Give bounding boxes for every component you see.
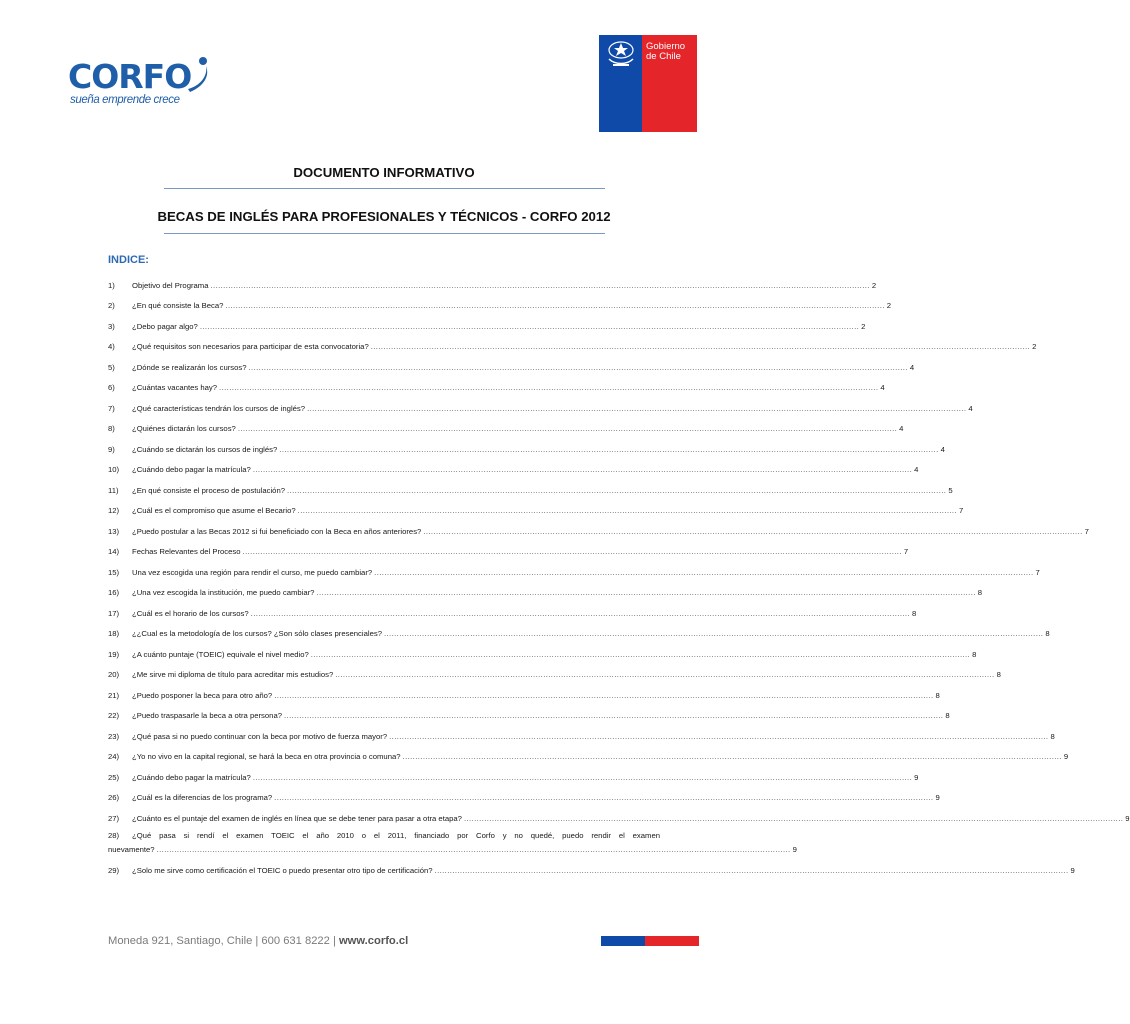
toc-item-text: ¿Quiénes dictarán los cursos?	[132, 424, 236, 434]
toc-item-text: ¿Cuál es el horario de los cursos?	[132, 608, 249, 618]
toc-item-1[interactable]	[108, 275, 877, 296]
toc-item-25[interactable]	[108, 767, 919, 788]
toc-item-number: 8)	[108, 424, 115, 434]
toc-leader-dots: ....................................................................................................................................................................................................................................................................	[252, 772, 913, 782]
toc-item-text: ¿Dónde se realizarán los cursos?	[132, 362, 247, 372]
toc-item-number: 1)	[108, 280, 115, 290]
toc-item-page: 8	[977, 588, 983, 598]
toc-leader-dots: ....................................................................................................................................................................................................................................................................	[237, 424, 898, 434]
toc-item-text: ¿Qué requisitos son necesarios para participar de esta convocatoria?	[132, 342, 369, 352]
toc-item-number: 4)	[108, 342, 115, 352]
chile-coat-of-arms-icon	[603, 39, 639, 71]
toc-item-page: 8	[996, 670, 1001, 680]
footer-bar-red	[645, 936, 699, 946]
toc-item-text: ¿Cuándo se dictarán los cursos de inglés?	[132, 444, 278, 454]
toc-item-text: ¿Qué características tendrán los cursos de inglés?	[132, 403, 306, 413]
toc-item-14[interactable]	[108, 542, 909, 563]
toc-leader-dots: ....................................................................................................................................................................................................................................................................	[463, 813, 1124, 823]
toc-item-page: 8	[935, 690, 940, 700]
toc-item-page: 8	[1050, 731, 1055, 741]
toc-item-15[interactable]	[108, 562, 1040, 583]
toc-item-29[interactable]	[108, 861, 1075, 882]
toc-item-number: 12)	[108, 506, 120, 516]
toc-item-text: ¿Qué pasa si rendí el examen TOEIC el año 2010 o el 2011, financiado por Corfo y no quedé, puedo rendir el examen	[132, 831, 660, 840]
toc-item-page: 9	[1125, 813, 1130, 823]
toc-item-3[interactable]	[108, 316, 866, 337]
toc-item-2[interactable]	[108, 296, 892, 317]
toc-item-page: 2	[871, 280, 877, 290]
indice-heading: INDICE:	[108, 254, 149, 266]
footer-website-link[interactable]: www.corfo.cl	[338, 935, 409, 947]
toc-item-page: 7	[1035, 567, 1040, 577]
toc-item-text: ¿Cuándo debo pagar la matrícula?	[132, 772, 251, 782]
toc-item-text: ¿Puedo posponer la beca para otro año?	[132, 690, 273, 700]
toc-item-18[interactable]	[108, 624, 1050, 645]
toc-leader-dots: ....................................................................................................................................................................................................................................................................	[210, 280, 870, 290]
toc-item-17[interactable]	[108, 603, 917, 624]
toc-item-number: 14)	[108, 547, 120, 557]
toc-item-11[interactable]	[108, 480, 953, 501]
toc-item-text: ¿Cuál es la diferencias de los programa?	[132, 793, 273, 803]
toc-item-22[interactable]	[108, 706, 950, 727]
footer-bar-blue	[601, 936, 645, 946]
title-divider	[164, 188, 605, 189]
toc-item-text: ¿Puedo traspasarle la beca a otra persona?	[132, 711, 283, 721]
toc-item-text: ¿A cuánto puntaje (TOEIC) equivale el nivel medio?	[132, 649, 309, 659]
toc-item-16[interactable]	[108, 583, 983, 604]
toc-item-text: ¿En qué consiste la Beca?	[132, 301, 224, 311]
subtitle-divider	[164, 233, 605, 234]
toc-item-page: 2	[1032, 342, 1037, 352]
toc-leader-dots: ....................................................................................................................................................................................................................................................................	[252, 465, 913, 475]
footer-flag-bar	[601, 936, 699, 946]
toc-item-28[interactable]	[108, 829, 797, 861]
toc-item-page: 4	[880, 383, 885, 393]
toc-leader-dots: ....................................................................................................................................................................................................................................................................	[284, 711, 944, 721]
toc-item-page: 7	[958, 506, 964, 516]
toc-item-7[interactable]	[108, 398, 973, 419]
toc-item-number: 13)	[108, 526, 120, 536]
toc-item-20[interactable]	[108, 665, 1001, 686]
toc-item-text: ¿Puedo postular a las Becas 2012 si fui beneficiado con la Beca en años anteriores?	[132, 526, 422, 536]
toc-item-page: 9	[792, 845, 797, 854]
document-title: DOCUMENTO INFORMATIVO	[293, 165, 475, 180]
toc-item-page: 2	[886, 301, 892, 311]
toc-item-number: 5)	[108, 362, 115, 372]
toc-item-10[interactable]	[108, 460, 919, 481]
toc-item-number: 23)	[108, 731, 120, 741]
toc-leader-dots: ....................................................................................................................................................................................................................................................................	[199, 321, 860, 331]
toc-item-text-continued: nuevamente?	[108, 845, 155, 854]
toc-item-19[interactable]	[108, 644, 977, 665]
toc-item-number: 3)	[108, 321, 115, 331]
toc-item-text: Objetivo del Programa	[132, 280, 209, 290]
corfo-logo	[68, 56, 218, 112]
toc-leader-dots: ....................................................................................................................................................................................................................................................................	[374, 567, 1034, 577]
toc-item-number: 28)	[108, 831, 120, 840]
toc-leader-dots: ..........................................................................................................................................................................................................................................................	[156, 845, 791, 854]
toc-item-page: 7	[903, 547, 909, 557]
toc-leader-dots: ....................................................................................................................................................................................................................................................................	[274, 690, 934, 700]
toc-item-text: ¿Debo pagar algo?	[132, 321, 198, 331]
gobierno-line1: Gobierno	[646, 41, 686, 52]
toc-item-number: 18)	[108, 629, 120, 639]
toc-item-6[interactable]	[108, 378, 885, 399]
toc-item-5[interactable]	[108, 357, 915, 378]
toc-item-number: 27)	[108, 813, 120, 823]
toc-item-number: 15)	[108, 567, 120, 577]
toc-item-12[interactable]	[108, 501, 964, 522]
footer-contact	[108, 935, 408, 947]
toc-leader-dots: ....................................................................................................................................................................................................................................................................	[279, 444, 939, 454]
corfo-tagline: sueña emprende crece	[70, 94, 180, 106]
toc-item-text: ¿Yo no vivo en la capital regional, se hará la beca en otra provincia o comuna?	[132, 752, 401, 762]
toc-item-text: ¿Solo me sirve como certificación el TOEIC o puedo presentar otro tipo de certificación?	[132, 866, 433, 876]
toc-leader-dots: ....................................................................................................................................................................................................................................................................	[423, 526, 1083, 536]
toc-item-number: 10)	[108, 465, 120, 475]
toc-item-page: 4	[940, 444, 945, 454]
toc-leader-dots: ....................................................................................................................................................................................................................................................................	[219, 383, 879, 393]
toc-item-number: 25)	[108, 772, 120, 782]
toc-item-text: ¿En qué consiste el proceso de postulación?	[132, 485, 285, 495]
toc-item-number: 9)	[108, 444, 115, 454]
toc-item-number: 20)	[108, 670, 120, 680]
toc-item-13[interactable]	[108, 521, 1089, 542]
toc-item-page: 8	[945, 711, 950, 721]
toc-leader-dots: ....................................................................................................................................................................................................................................................................	[310, 649, 971, 659]
toc-item-number: 16)	[108, 588, 120, 598]
toc-item-text: ¿Qué pasa si no puedo continuar con la beca por motivo de fuerza mayor?	[132, 731, 388, 741]
gobierno-line2: de Chile	[646, 51, 681, 62]
toc-leader-dots: ....................................................................................................................................................................................................................................................................	[335, 670, 995, 680]
toc-item-page: 9	[914, 772, 919, 782]
toc-item-page: 4	[909, 362, 915, 372]
toc-item-page: 9	[1063, 752, 1069, 762]
toc-leader-dots: ....................................................................................................................................................................................................................................................................	[383, 629, 1044, 639]
toc-leader-dots: ....................................................................................................................................................................................................................................................................	[248, 362, 908, 372]
toc-item-text: ¿Cuánto es el puntaje del examen de inglés en línea que se debe tener para pasar a otra etapa?	[132, 813, 462, 823]
toc-item-number: 29)	[108, 866, 120, 876]
toc-item-26[interactable]	[108, 788, 940, 809]
toc-item-page: 5	[948, 485, 953, 495]
toc-item-number: 24)	[108, 752, 120, 762]
corfo-logo-text: CORFO	[68, 57, 192, 96]
toc-item-text: Fechas Relevantes del Proceso	[132, 547, 241, 557]
toc-leader-dots: ....................................................................................................................................................................................................................................................................	[297, 506, 957, 516]
toc-item-24[interactable]	[108, 747, 1069, 768]
toc-item-text: ¿Me sirve mi diploma de título para acreditar mis estudios?	[132, 670, 334, 680]
toc-leader-dots: ....................................................................................................................................................................................................................................................................	[242, 547, 902, 557]
toc-item-page: 4	[968, 403, 973, 413]
footer-address: Moneda 921, Santiago, Chile | 600 631 8222 |	[108, 935, 339, 947]
toc-item-number: 17)	[108, 608, 120, 618]
corfo-swoosh-icon	[186, 56, 212, 94]
toc-leader-dots: ....................................................................................................................................................................................................................................................................	[402, 752, 1062, 762]
toc-item-page: 7	[1084, 526, 1089, 536]
toc-item-text: ¿Cuándo debo pagar la matrícula?	[132, 465, 251, 475]
toc-leader-dots: ....................................................................................................................................................................................................................................................................	[389, 731, 1049, 741]
toc-leader-dots: ....................................................................................................................................................................................................................................................................	[287, 485, 947, 495]
toc-item-number: 11)	[108, 485, 119, 495]
toc-item-4[interactable]	[108, 337, 1037, 358]
toc-item-page: 4	[914, 465, 919, 475]
toc-item-number: 22)	[108, 711, 120, 721]
toc-item-page: 9	[935, 793, 940, 803]
toc-item-page: 8	[911, 608, 917, 618]
toc-item-8[interactable]	[108, 419, 904, 440]
toc-leader-dots: ....................................................................................................................................................................................................................................................................	[307, 403, 967, 413]
toc-item-text: ¿Cuántas vacantes hay?	[132, 383, 218, 393]
toc-item-23[interactable]	[108, 726, 1055, 747]
gobierno-de-chile-logo	[599, 35, 697, 132]
toc-item-21[interactable]	[108, 685, 940, 706]
toc-leader-dots: ....................................................................................................................................................................................................................................................................	[274, 793, 934, 803]
toc-item-page: 8	[972, 649, 977, 659]
toc-item-page: 4	[899, 424, 904, 434]
toc-item-text: ¿Una vez escogida la institución, me puedo cambiar?	[132, 588, 315, 598]
toc-item-text: ¿¿Cual es la metodología de los cursos? ¿Son sólo clases presenciales?	[132, 629, 382, 639]
toc-leader-dots: ..........................................................................................................................................................................................................................................................	[434, 866, 1069, 876]
toc-item-number: 6)	[108, 383, 115, 393]
toc-leader-dots: ....................................................................................................................................................................................................................................................................	[370, 342, 1031, 352]
toc-item-number: 19)	[108, 649, 120, 659]
toc-item-text: ¿Cuál es el compromiso que asume el Becario?	[132, 506, 296, 516]
toc-item-number: 7)	[108, 403, 115, 413]
document-subtitle: BECAS DE INGLÉS PARA PROFESIONALES Y TÉCNICOS - CORFO 2012	[157, 209, 611, 224]
toc-item-page: 9	[1070, 866, 1075, 876]
toc-item-text: Una vez escogida una región para rendir el curso, me puedo cambiar?	[132, 567, 373, 577]
gobierno-text	[646, 42, 685, 62]
toc-item-number: 2)	[108, 301, 115, 311]
toc-item-number: 26)	[108, 793, 120, 803]
toc-leader-dots: ....................................................................................................................................................................................................................................................................	[250, 608, 910, 618]
toc-item-9[interactable]	[108, 439, 945, 460]
toc-item-page: 8	[1045, 629, 1050, 639]
table-of-contents	[108, 275, 1130, 881]
toc-leader-dots: ....................................................................................................................................................................................................................................................................	[225, 301, 885, 311]
toc-item-27[interactable]	[108, 808, 1130, 829]
toc-item-number: 21)	[108, 690, 120, 700]
toc-item-page: 2	[861, 321, 866, 331]
toc-leader-dots: ....................................................................................................................................................................................................................................................................	[316, 588, 976, 598]
